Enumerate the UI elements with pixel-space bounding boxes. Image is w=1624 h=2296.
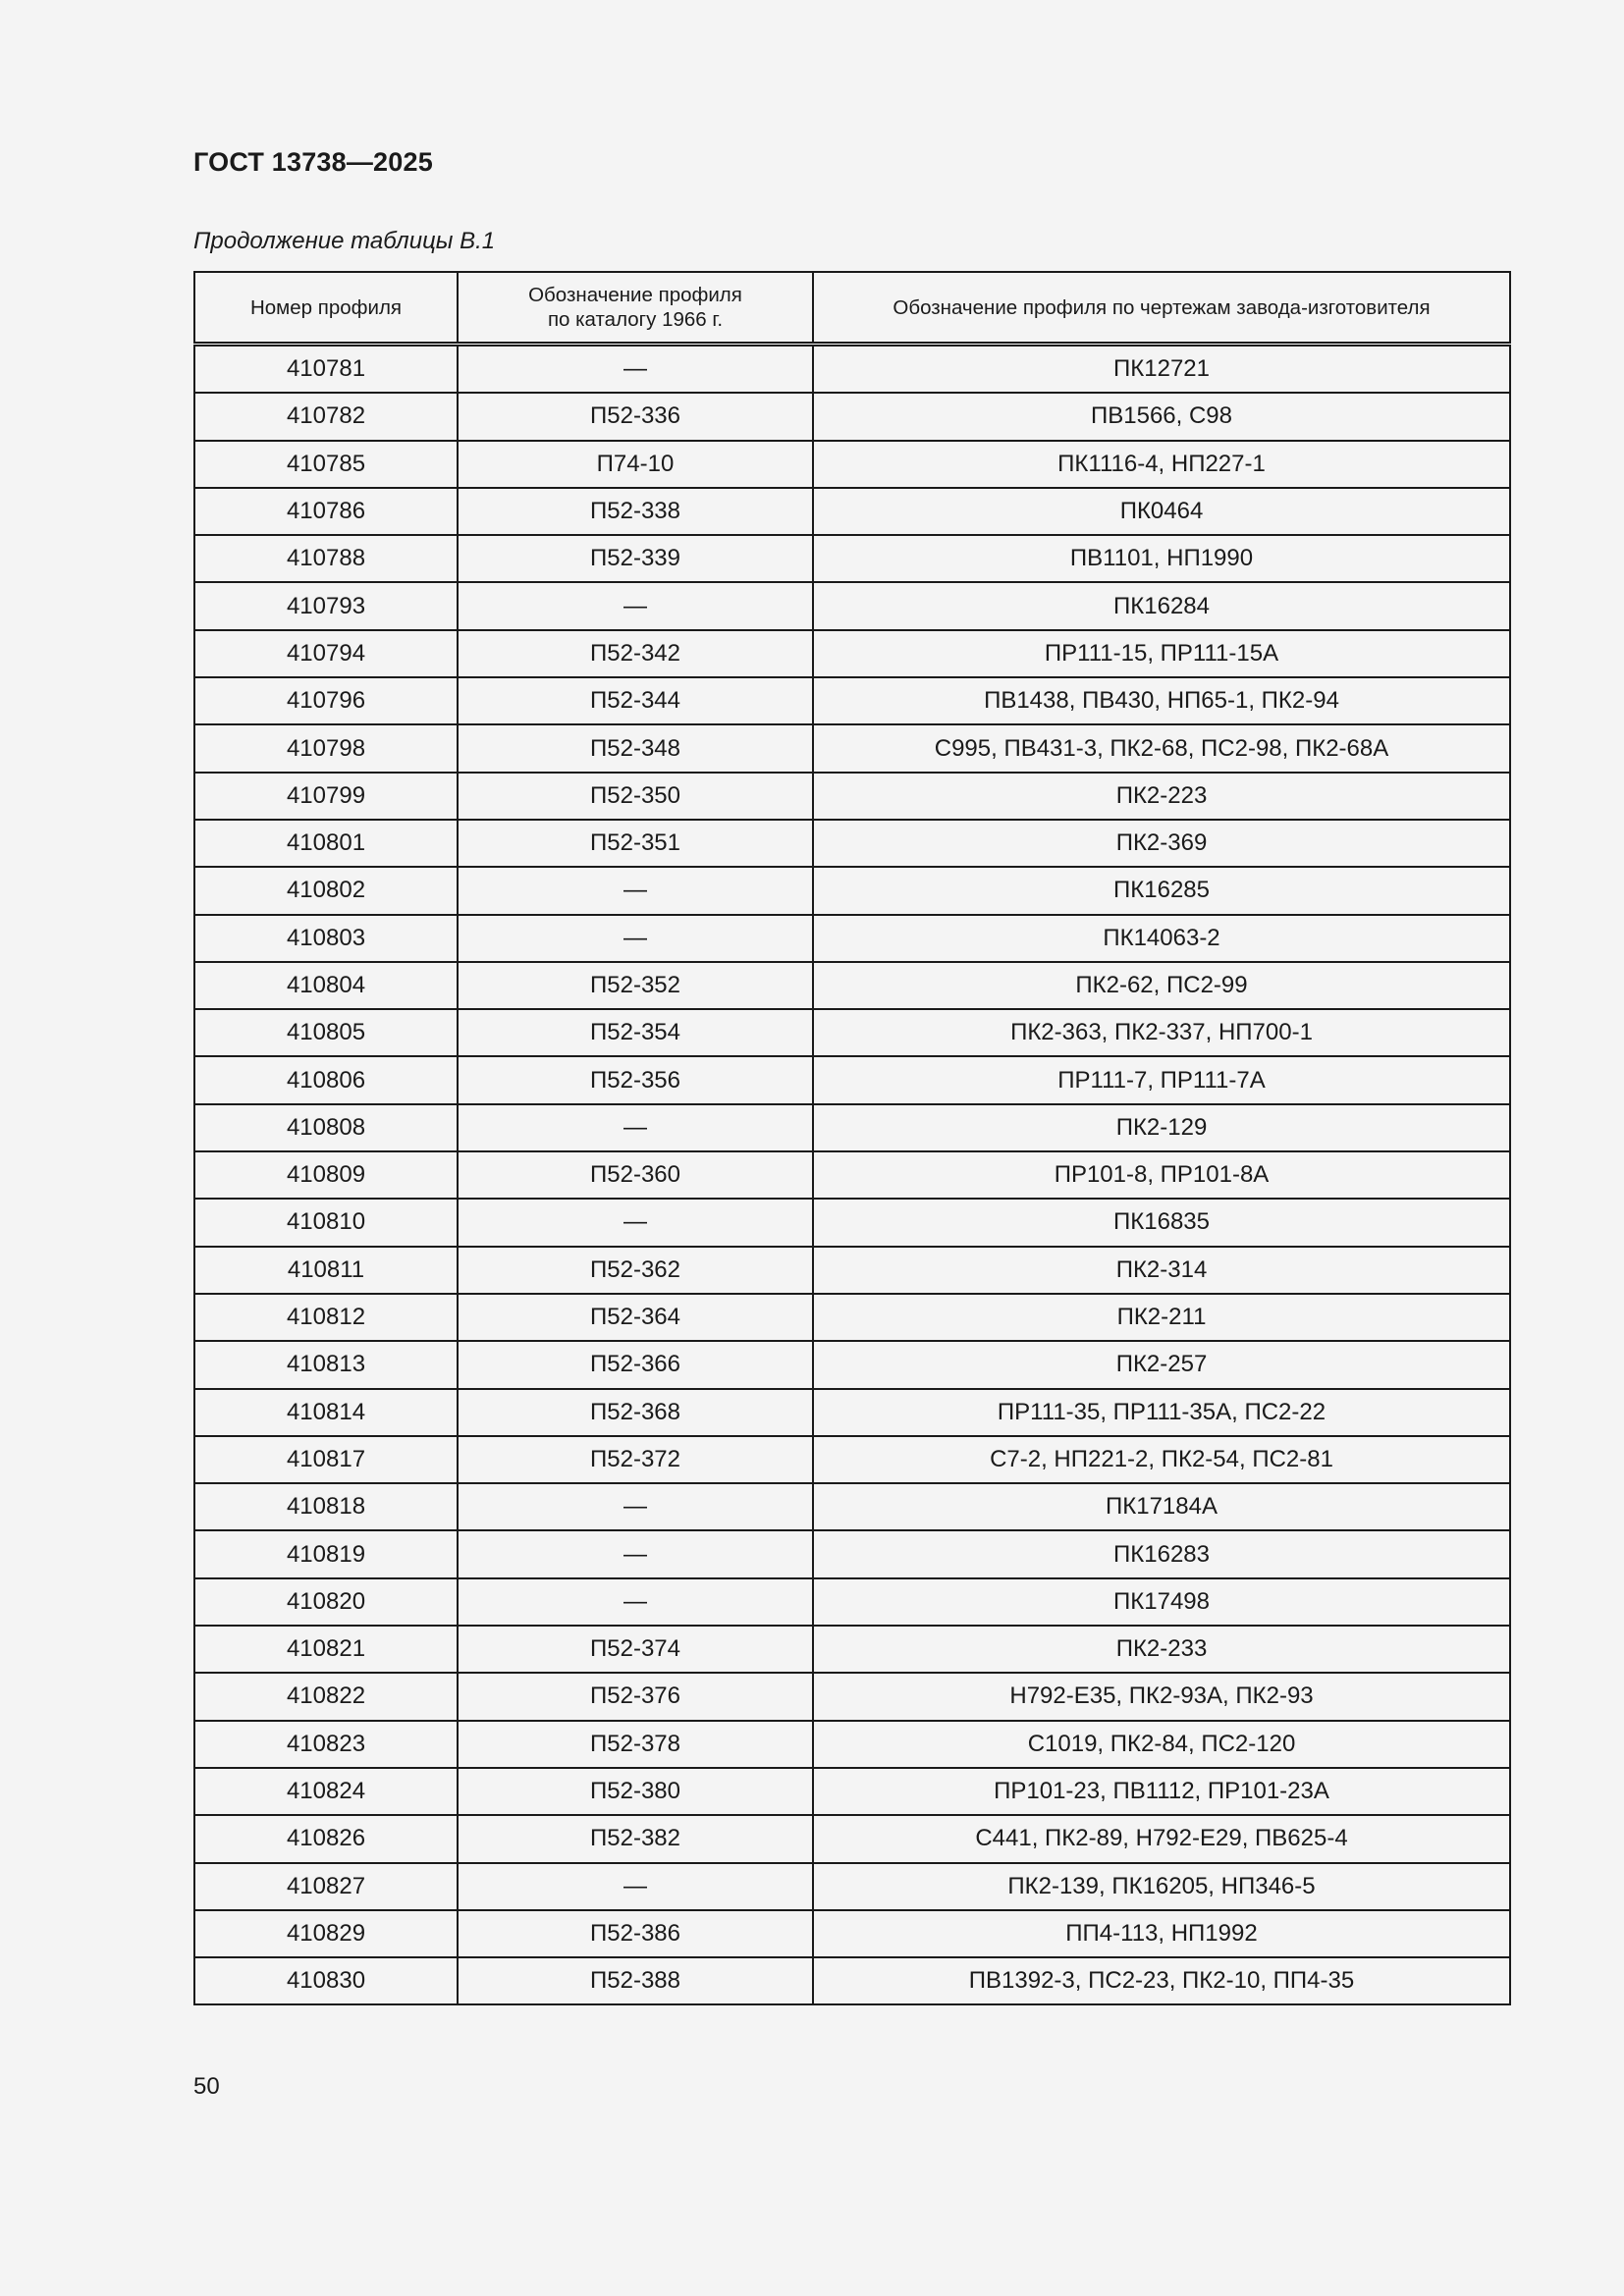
catalog-1966-cell: П52-342 [458, 630, 813, 677]
table-body [194, 345, 1510, 2005]
catalog-1966-cell: П52-344 [458, 677, 813, 724]
factory-designation-cell: ПК2-129 [813, 1104, 1510, 1151]
table-row [194, 488, 1510, 535]
factory-designation-cell: ПВ1101, НП1990 [813, 535, 1510, 582]
profile-number-cell: 410788 [194, 535, 458, 582]
factory-designation-cell: ПК2-139, ПК16205, НП346-5 [813, 1863, 1510, 1910]
factory-designation-cell: ПК17184А [813, 1483, 1510, 1530]
factory-designation-cell: ПР111-35, ПР111-35А, ПС2-22 [813, 1389, 1510, 1436]
catalog-1966-cell: — [458, 1578, 813, 1626]
catalog-1966-cell: — [458, 867, 813, 914]
factory-designation-cell: С441, ПК2-89, Н792-Е29, ПВ625-4 [813, 1815, 1510, 1862]
catalog-1966-cell: П52-376 [458, 1673, 813, 1720]
table-row [194, 1104, 1510, 1151]
catalog-1966-cell: — [458, 1530, 813, 1577]
factory-designation-cell: ПК2-62, ПС2-99 [813, 962, 1510, 1009]
table-row [194, 1247, 1510, 1294]
table-row [194, 1910, 1510, 1957]
table-row [194, 1294, 1510, 1341]
catalog-1966-cell: — [458, 1104, 813, 1151]
factory-designation-cell: ПВ1392-3, ПС2-23, ПК2-10, ПП4-35 [813, 1957, 1510, 2004]
profile-number-cell: 410801 [194, 820, 458, 867]
catalog-1966-cell: — [458, 345, 813, 394]
factory-designation-cell: С995, ПВ431-3, ПК2-68, ПС2-98, ПК2-68А [813, 724, 1510, 772]
catalog-1966-cell: — [458, 1863, 813, 1910]
table-row [194, 1957, 1510, 2004]
catalog-1966-cell: П52-350 [458, 773, 813, 820]
table-row [194, 1436, 1510, 1483]
catalog-1966-cell: П52-356 [458, 1056, 813, 1103]
table-row [194, 1389, 1510, 1436]
factory-designation-cell: ПК2-314 [813, 1247, 1510, 1294]
profile-number-cell: 410814 [194, 1389, 458, 1436]
catalog-1966-cell: П52-338 [458, 488, 813, 535]
factory-designation-cell: ПК2-363, ПК2-337, НП700-1 [813, 1009, 1510, 1056]
table-row [194, 582, 1510, 629]
table-row [194, 773, 1510, 820]
column-header-catalog-1966 [458, 272, 813, 345]
table-header-row [194, 272, 1510, 345]
catalog-1966-cell: П52-386 [458, 1910, 813, 1957]
table-row [194, 630, 1510, 677]
factory-designation-cell: Н792-Е35, ПК2-93А, ПК2-93 [813, 1673, 1510, 1720]
catalog-1966-cell: — [458, 1483, 813, 1530]
table-row [194, 962, 1510, 1009]
factory-designation-cell: ПК17498 [813, 1578, 1510, 1626]
table-row [194, 535, 1510, 582]
table-row [194, 1151, 1510, 1199]
profile-number-cell: 410830 [194, 1957, 458, 2004]
profile-number-cell: 410805 [194, 1009, 458, 1056]
profile-number-cell: 410812 [194, 1294, 458, 1341]
factory-designation-cell: ПК2-233 [813, 1626, 1510, 1673]
document-header-title: ГОСТ 13738—2025 [193, 147, 433, 177]
catalog-1966-cell: П52-352 [458, 962, 813, 1009]
catalog-1966-cell: — [458, 1199, 813, 1246]
profile-number-cell: 410808 [194, 1104, 458, 1151]
factory-designation-cell: С1019, ПК2-84, ПС2-120 [813, 1721, 1510, 1768]
profile-number-cell: 410796 [194, 677, 458, 724]
factory-designation-cell: ПК12721 [813, 345, 1510, 394]
column-header-catalog-1966-text: Обозначение профиля по каталогу 1966 г. [528, 284, 742, 331]
factory-designation-cell: ПВ1566, С98 [813, 393, 1510, 440]
profile-number-cell: 410810 [194, 1199, 458, 1246]
table-row [194, 1863, 1510, 1910]
table-row [194, 867, 1510, 914]
factory-designation-cell: ПР111-15, ПР111-15А [813, 630, 1510, 677]
factory-designation-cell: ПК0464 [813, 488, 1510, 535]
catalog-1966-cell: П52-354 [458, 1009, 813, 1056]
table-row [194, 1341, 1510, 1388]
factory-designation-cell: ПК1116-4, НП227-1 [813, 441, 1510, 488]
table-row [194, 677, 1510, 724]
profile-number-cell: 410819 [194, 1530, 458, 1577]
profile-number-cell: 410785 [194, 441, 458, 488]
profile-number-cell: 410806 [194, 1056, 458, 1103]
profile-number-cell: 410803 [194, 915, 458, 962]
factory-designation-cell: ПК2-211 [813, 1294, 1510, 1341]
profile-number-cell: 410822 [194, 1673, 458, 1720]
table-row [194, 1009, 1510, 1056]
catalog-1966-cell: П52-382 [458, 1815, 813, 1862]
table-row [194, 441, 1510, 488]
catalog-1966-cell: П52-374 [458, 1626, 813, 1673]
catalog-1966-cell: П74-10 [458, 441, 813, 488]
factory-designation-cell: ПП4-113, НП1992 [813, 1910, 1510, 1957]
catalog-1966-cell: П52-366 [458, 1341, 813, 1388]
catalog-1966-cell: П52-378 [458, 1721, 813, 1768]
profile-number-cell: 410809 [194, 1151, 458, 1199]
table-row [194, 1578, 1510, 1626]
catalog-1966-cell: П52-364 [458, 1294, 813, 1341]
profile-number-cell: 410823 [194, 1721, 458, 1768]
table-row [194, 1673, 1510, 1720]
table-row [194, 1199, 1510, 1246]
profile-number-cell: 410820 [194, 1578, 458, 1626]
catalog-1966-cell: П52-336 [458, 393, 813, 440]
profile-number-cell: 410799 [194, 773, 458, 820]
factory-designation-cell: ПВ1438, ПВ430, НП65-1, ПК2-94 [813, 677, 1510, 724]
profile-number-cell: 410811 [194, 1247, 458, 1294]
profile-number-cell: 410827 [194, 1863, 458, 1910]
table-row [194, 820, 1510, 867]
catalog-1966-cell: П52-380 [458, 1768, 813, 1815]
factory-designation-cell: ПК16285 [813, 867, 1510, 914]
table-row [194, 1768, 1510, 1815]
factory-designation-cell: ПК16284 [813, 582, 1510, 629]
factory-designation-cell: ПР101-8, ПР101-8А [813, 1151, 1510, 1199]
catalog-1966-cell: П52-360 [458, 1151, 813, 1199]
table-row [194, 1056, 1510, 1103]
catalog-1966-cell: — [458, 915, 813, 962]
catalog-1966-cell: П52-362 [458, 1247, 813, 1294]
table-row [194, 1815, 1510, 1862]
catalog-1966-cell: П52-372 [458, 1436, 813, 1483]
profile-number-cell: 410824 [194, 1768, 458, 1815]
table-row [194, 1626, 1510, 1673]
column-header-profile-number: Номер профиля [194, 272, 458, 345]
factory-designation-cell: ПК14063-2 [813, 915, 1510, 962]
catalog-1966-cell: П52-348 [458, 724, 813, 772]
profile-number-cell: 410802 [194, 867, 458, 914]
factory-designation-cell: ПК16835 [813, 1199, 1510, 1246]
factory-designation-cell: ПК2-223 [813, 773, 1510, 820]
catalog-1966-cell: П52-339 [458, 535, 813, 582]
profile-number-cell: 410813 [194, 1341, 458, 1388]
catalog-1966-cell: П52-388 [458, 1957, 813, 2004]
profile-number-cell: 410793 [194, 582, 458, 629]
profile-number-cell: 410818 [194, 1483, 458, 1530]
profile-number-cell: 410826 [194, 1815, 458, 1862]
catalog-1966-cell: П52-368 [458, 1389, 813, 1436]
table-row [194, 1530, 1510, 1577]
column-header-factory-drawings: Обозначение профиля по чертежам завода-изготовителя [813, 272, 1510, 345]
factory-designation-cell: ПР111-7, ПР111-7А [813, 1056, 1510, 1103]
factory-designation-cell: С7-2, НП221-2, ПК2-54, ПС2-81 [813, 1436, 1510, 1483]
table-row [194, 1721, 1510, 1768]
factory-designation-cell: ПК16283 [813, 1530, 1510, 1577]
table-row [194, 393, 1510, 440]
profile-number-cell: 410782 [194, 393, 458, 440]
table-row [194, 345, 1510, 394]
factory-designation-cell: ПК2-257 [813, 1341, 1510, 1388]
table-row [194, 915, 1510, 962]
profile-number-cell: 410786 [194, 488, 458, 535]
factory-designation-cell: ПК2-369 [813, 820, 1510, 867]
table-caption: Продолжение таблицы В.1 [193, 228, 496, 254]
profile-number-cell: 410798 [194, 724, 458, 772]
catalog-1966-cell: П52-351 [458, 820, 813, 867]
page-number: 50 [193, 2073, 220, 2100]
table-row [194, 1483, 1510, 1530]
factory-designation-cell: ПР101-23, ПВ1112, ПР101-23А [813, 1768, 1510, 1815]
profile-number-cell: 410794 [194, 630, 458, 677]
profile-number-cell: 410817 [194, 1436, 458, 1483]
profile-number-cell: 410804 [194, 962, 458, 1009]
profile-number-cell: 410821 [194, 1626, 458, 1673]
profile-number-cell: 410829 [194, 1910, 458, 1957]
catalog-1966-cell: — [458, 582, 813, 629]
table-row [194, 724, 1510, 772]
profile-table [193, 271, 1511, 2005]
profile-number-cell: 410781 [194, 345, 458, 394]
